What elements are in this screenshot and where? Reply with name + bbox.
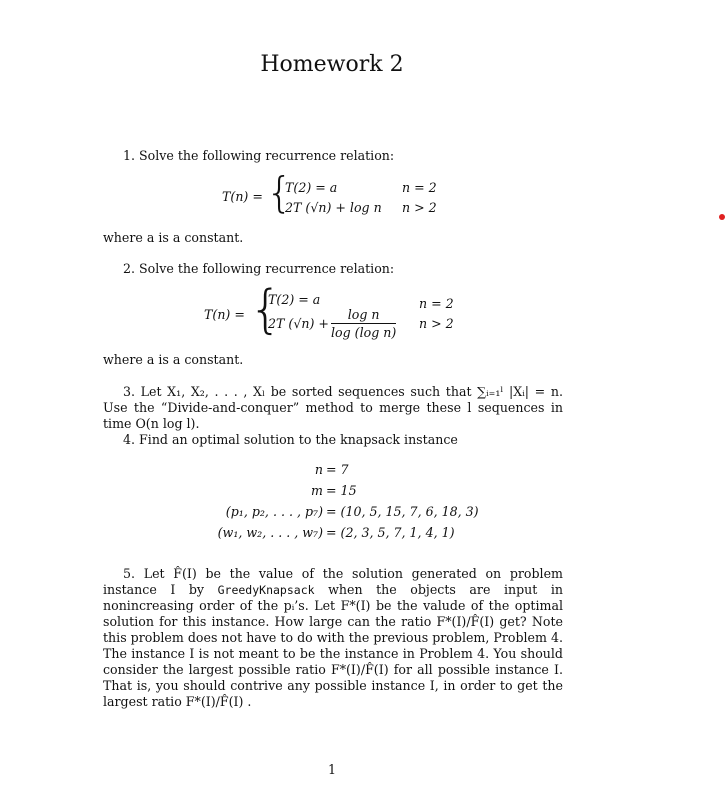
q1-case2-cond: n > 2 [402,200,437,215]
q1-lhs: T(n) = [222,189,263,204]
ks-row-2-rhs: = 15 [326,483,357,498]
question-5 [103,566,563,710]
q2-case1-cond: n = 2 [419,296,454,311]
question-5-text-b: when the objects are input in nonincreasing order of the pᵢ’s. Let F*(I) be the valude of the optimal solution for this instance. How large can the ratio F*(I)/F̂(I) get? Note this problem does not have to do with the previous problem, Problem 4. The instance I is not meant to be the instance in Problem 4. You should consider the largest possible ratio F*(I)/F̂(I) for all possible instance I. That is, you should contrive any possible instance I, in order to get the largest ratio F*(I)/F̂(I) . [103,582,564,709]
annotation-dot [719,214,725,220]
ks-row-4-rhs: = (2, 3, 5, 7, 1, 4, 1) [326,525,455,540]
question-1-text: Solve the following recurrence relation: [139,148,395,163]
q1-case1-expr: T(2) = a [285,180,338,195]
q2-fraction-denominator: log (log n) [331,325,397,340]
question-1 [103,148,563,164]
question-4 [103,432,563,448]
question-3-number: 3. [123,384,136,399]
ks-row-1-rhs: = 7 [326,462,349,477]
question-3 [103,384,563,432]
question-2 [103,261,563,277]
question-4-number: 4. [123,432,136,447]
question-5-number: 5. [123,566,136,581]
knapsack-instance [0,459,727,543]
q2-case2-fraction [331,307,396,340]
ks-row-3-rhs: = (10, 5, 15, 7, 6, 18, 3) [326,504,479,519]
question-4-text: Find an optimal solution to the knapsack instance [139,432,458,447]
q1-brace: { [266,168,293,217]
q2-case1-expr: T(2) = a [268,292,321,307]
q2-case2-expr: 2T (√n) + [268,316,329,331]
q1-case1-cond: n = 2 [402,180,437,195]
ks-row-3-lhs: (p₁, p₂, . . . , p₇) [225,504,323,519]
question-5-code: GreedyKnapsack [217,583,315,597]
q2-brace: { [249,280,283,340]
page-number: 1 [327,762,336,777]
q2-lhs: T(n) = [204,307,245,322]
ks-row-1-lhs: n [314,462,323,477]
question-2-number: 2. [123,261,136,276]
q2-case2-cond: n > 2 [419,316,454,331]
page-title: Homework 2 [260,52,404,77]
question-5-text-a: Let F̂(I) be the value of the solution generated on problem instance I by [103,566,563,597]
q1-after-text: where a is a constant. [103,230,244,245]
q2-fraction-numerator: log n [331,307,396,324]
ks-row-2-lhs: m [311,483,323,498]
question-1-number: 1. [123,148,136,163]
question-2-text: Solve the following recurrence relation: [139,261,395,276]
q1-case2-expr: 2T (√n) + log n [285,200,382,215]
q2-after-text: where a is a constant. [103,352,244,367]
ks-row-4-lhs: (w₁, w₂, . . . , w₇) [217,525,323,540]
question-3-text: Let X₁, X₂, . . . , Xₗ be sorted sequences such that ∑ᵢ₌₁ˡ |Xᵢ| = n. Use the “Divide-and-conquer” method to merge these l sequences in time O(n log l). [103,384,563,431]
